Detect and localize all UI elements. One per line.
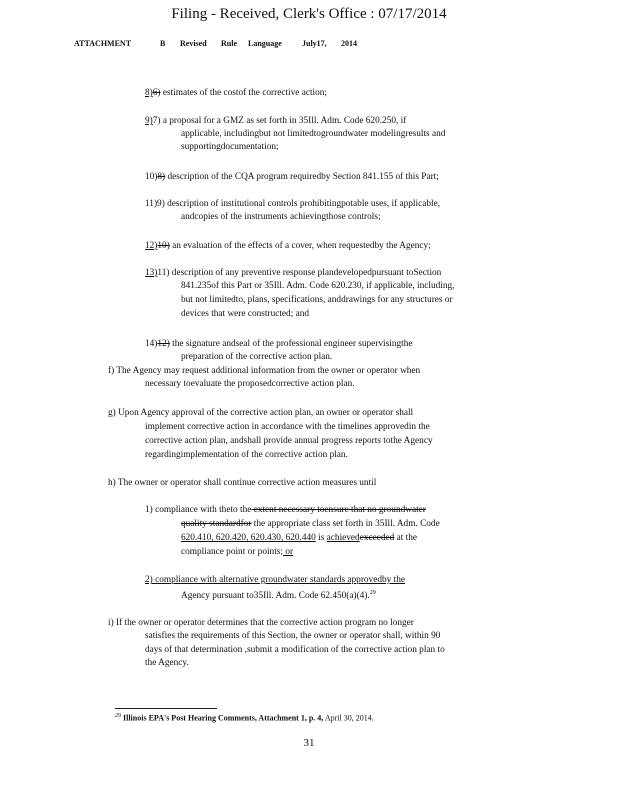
- section-g-line-3: corrective action plan, andshall provide annual progress reports tothe Agency: [145, 436, 433, 446]
- item-14: 14)12) the signature andseal of the professional engineer supervisingthe: [145, 339, 413, 349]
- item-13-line-2: 841.235of this Part or 35Ill. Adm. Code 620.230, if applicable, including,: [181, 281, 455, 291]
- attachment-date: July17,: [302, 39, 327, 48]
- item-13-line-4: devices that were constructed; and: [181, 309, 310, 319]
- section-i-line-4: the Agency.: [145, 658, 189, 668]
- attachment-language: Language: [248, 39, 282, 48]
- footnote-ref: 29: [369, 590, 376, 596]
- section-g-line-2: implement corrective action in accordance with the timelines approvedin the: [145, 422, 430, 432]
- item-8: 8)6) estimates of the costof the corrective action;: [145, 88, 328, 98]
- item-11: 11)9) description of institutional controls prohibitingpotable uses, if applicable,: [145, 199, 441, 209]
- footnote: $^{29}$ Illinois EPA's Post Hearing Comments, Attachment 1, p. 4, April 30, 2014.: [115, 713, 374, 723]
- section-h-item-1-line-4: compliance point or points; or: [181, 547, 294, 557]
- section-h-item-1-line-2: quality standardfor the appropriate class set forth in 35Ill. Adm. Code: [181, 519, 440, 529]
- section-h-item-1-line-3: 620.410, 620.420, 620.430, 620.440 is achievedexceeded at the: [181, 533, 418, 543]
- item-10: 10)8) description of the CQA program requiredby Section 841.155 of this Part;: [145, 172, 439, 182]
- page-number: 31: [303, 737, 315, 749]
- attachment-label: ATTACHMENT: [74, 39, 132, 48]
- item-13-line-3: but not limitedto, plans, specifications, anddrawings for any structures or: [181, 295, 453, 305]
- section-f: f) The Agency may request additional information from the owner or operator when: [108, 366, 421, 376]
- section-i-line-3: days of that determination ,submit a modification of the corrective action plan to: [145, 645, 445, 655]
- section-f-line-2: necessary toevaluate the proposedcorrective action plan.: [145, 379, 355, 389]
- section-h-item-1: 1) compliance with theto the extent necessary toensure that no groundwater: [145, 505, 426, 515]
- filing-stamp-header: Filing - Received, Clerk's Office : 07/17/2014: [171, 6, 447, 22]
- item-9-line-2: applicable, includingbut not limitedtogroundwater modelingresults and: [181, 129, 446, 139]
- item-12: 12)10) an evaluation of the effects of a cover, when requestedby the Agency;: [145, 241, 431, 251]
- item-13: 13)11) description of any preventive response plandevelopedpursuant toSection: [145, 268, 442, 278]
- attachment-letter: B: [160, 39, 166, 48]
- section-h: h) The owner or operator shall continue corrective action measures until: [108, 478, 377, 488]
- item-9-line-3: supportingdocumentation;: [181, 142, 279, 152]
- item-14-line-2: preparation of the corrective action plan.: [181, 352, 333, 362]
- attachment-rule: Rule: [221, 39, 237, 48]
- section-g: g) Upon Agency approval of the corrective action plan, an owner or operator shall: [108, 408, 414, 418]
- section-i: i) If the owner or operator determines that the corrective action program no longer: [108, 618, 414, 628]
- section-g-line-4: regardingimplementation of the corrective action plan.: [145, 450, 348, 460]
- section-h-item-2-line-2: Agency pursuant to35Ill. Adm. Code 62.450(a)(4).$^{29}$: [181, 590, 376, 602]
- attachment-year: 2014: [341, 39, 357, 48]
- section-h-item-2: 2) compliance with alternative groundwater standards approvedby the: [145, 575, 405, 585]
- item-11-line-2: andcopies of the instruments achievingthose controls;: [181, 212, 381, 222]
- footnote-divider: [115, 708, 217, 709]
- attachment-revised: Revised: [180, 39, 207, 48]
- item-9: 9)7) a proposal for a GMZ as set forth in 35Ill. Adm. Code 620.250, if: [145, 116, 407, 126]
- section-i-line-2: satisfies the requirements of this Section, the owner or operator shall, within 90: [145, 631, 441, 641]
